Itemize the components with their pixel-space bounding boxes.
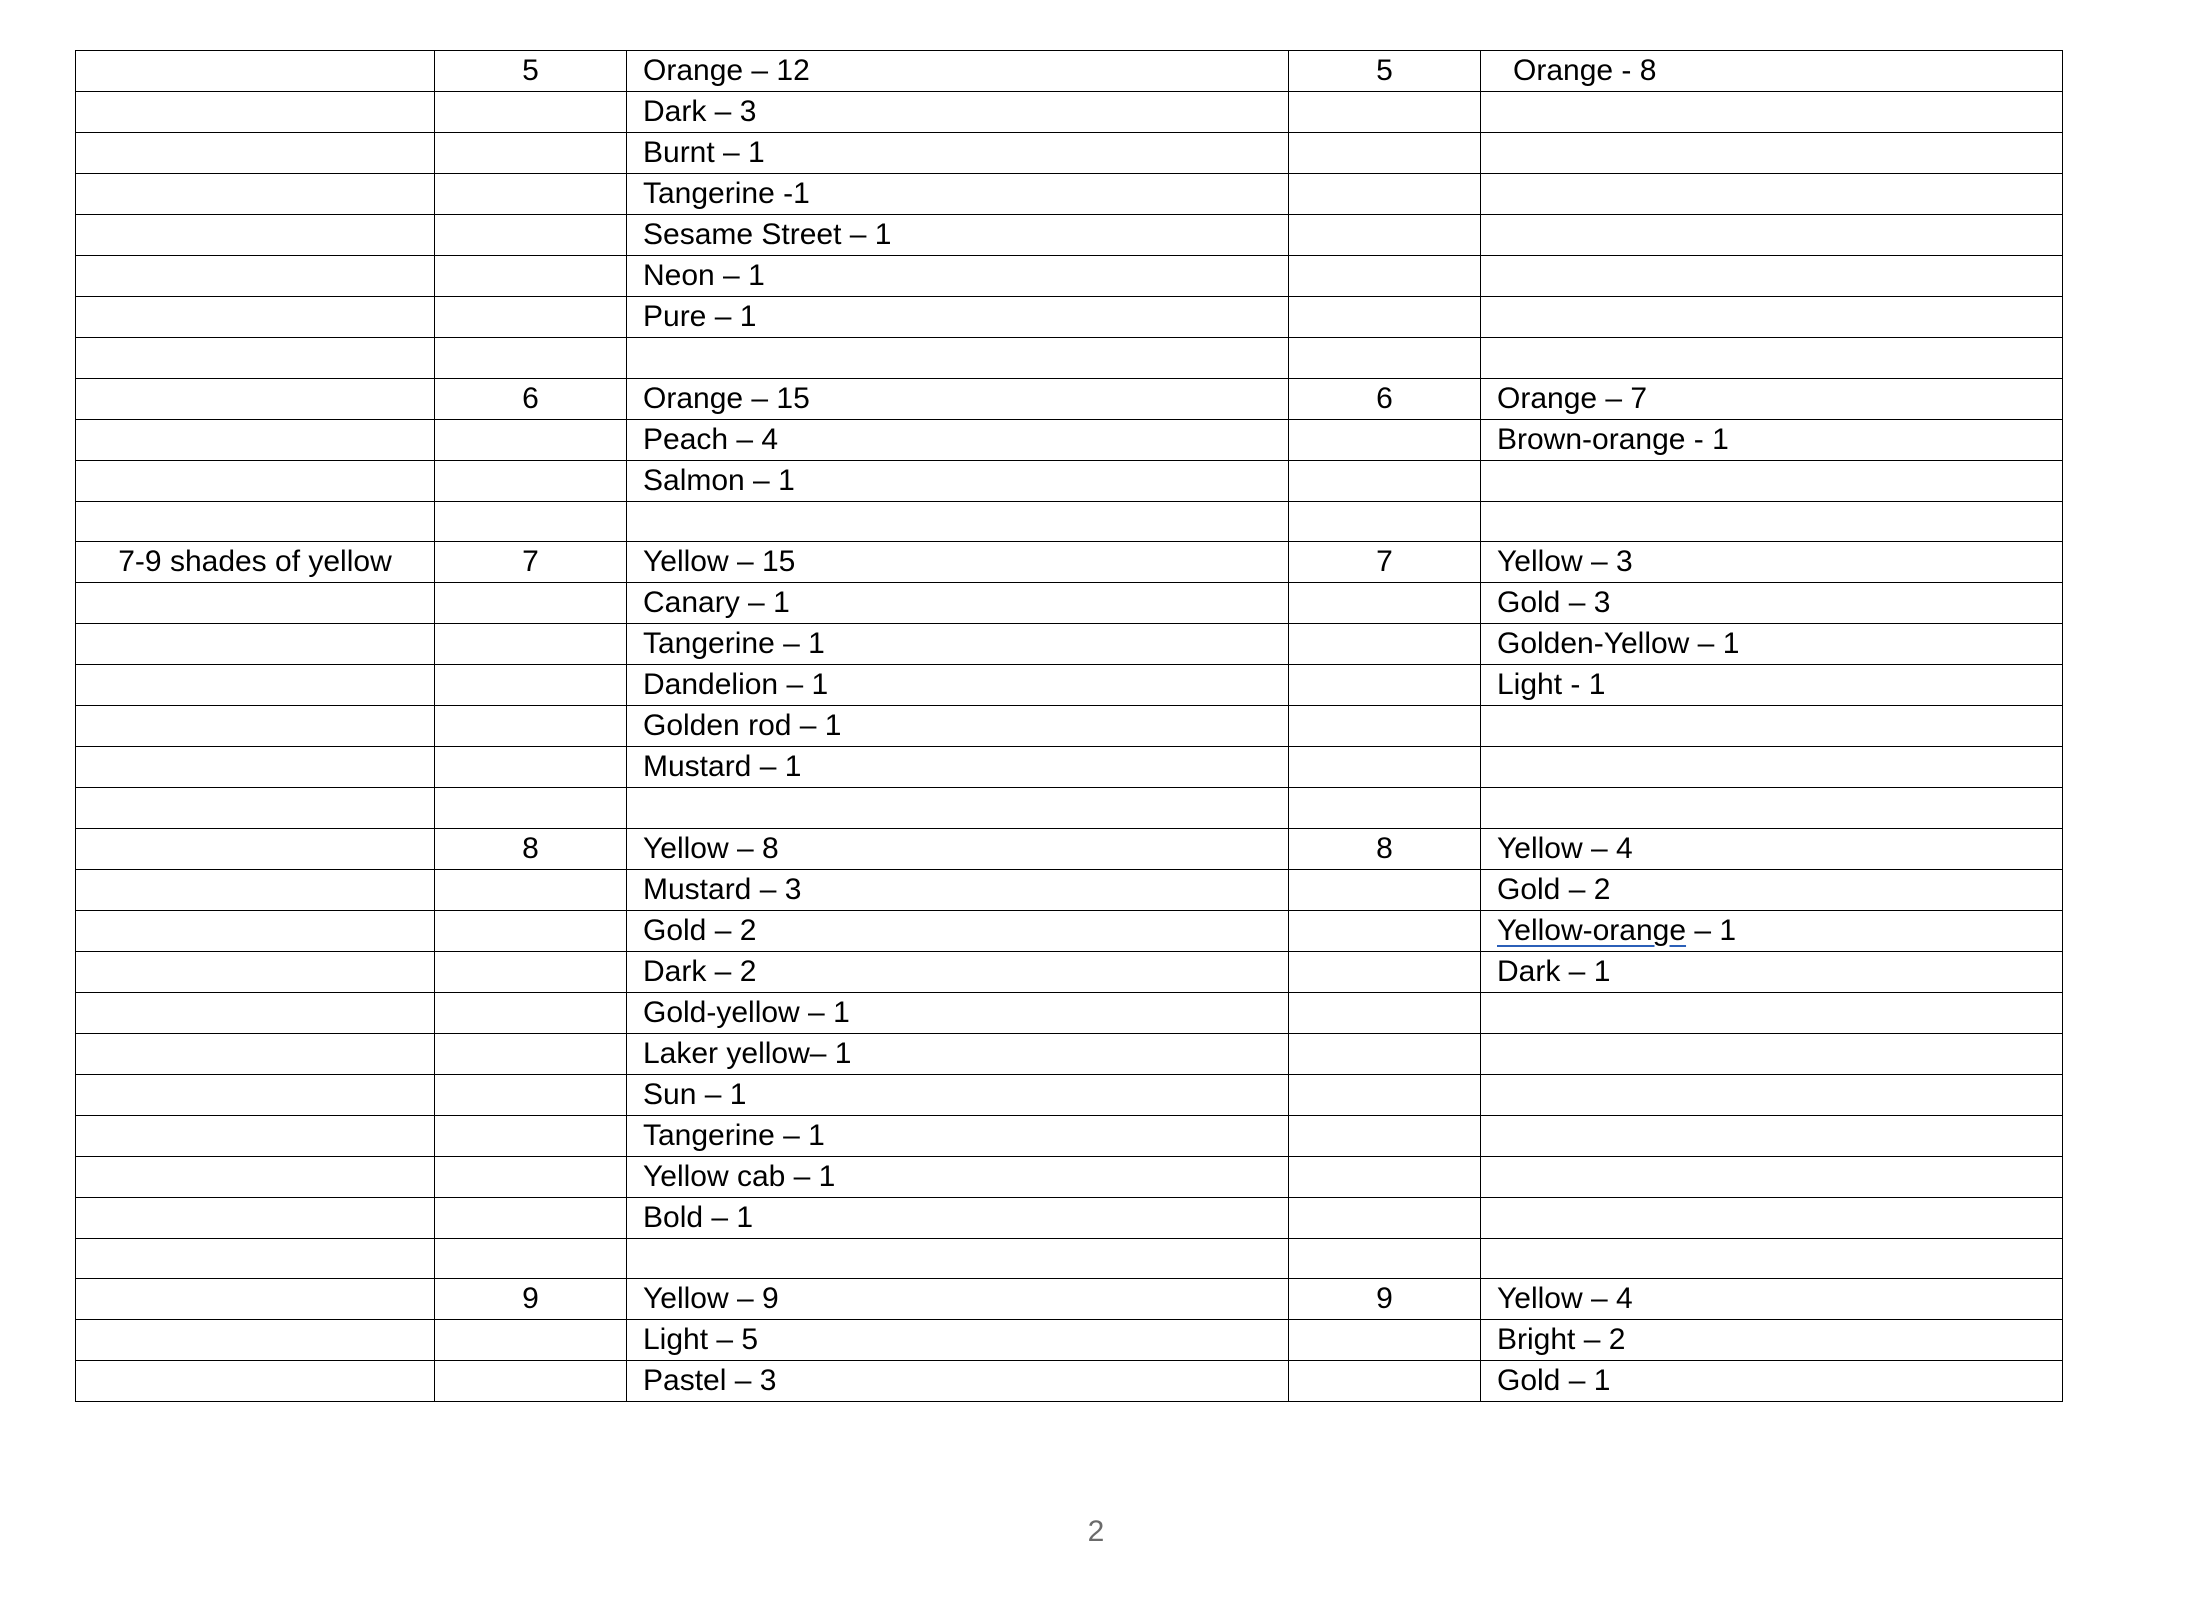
category-label-cell (76, 338, 435, 379)
responses-cell (1481, 256, 2063, 297)
table-row (76, 828, 2063, 869)
table-row (76, 910, 2063, 951)
table-row (76, 92, 2063, 133)
group-number-cell (435, 256, 627, 297)
category-label-cell (76, 1033, 435, 1074)
category-label-cell (76, 1156, 435, 1197)
table-row (76, 1074, 2063, 1115)
responses-cell (1481, 1033, 2063, 1074)
responses-cell: Pastel – 3 (627, 1361, 1289, 1402)
group-number-cell (435, 992, 627, 1033)
category-label-cell (76, 747, 435, 788)
group-number-cell (435, 1238, 627, 1279)
responses-cell: Light – 5 (627, 1320, 1289, 1361)
responses-cell: Mustard – 3 (627, 869, 1289, 910)
responses-cell: Yellow cab – 1 (627, 1156, 1289, 1197)
group-number-cell: 9 (435, 1279, 627, 1320)
category-label-cell (76, 92, 435, 133)
category-label-cell (76, 992, 435, 1033)
category-label-cell (76, 828, 435, 869)
group-number-cell (1289, 460, 1481, 501)
table-row (76, 1320, 2063, 1361)
responses-cell (1481, 338, 2063, 379)
group-number-cell (1289, 297, 1481, 338)
responses-cell: Orange – 15 (627, 378, 1289, 419)
group-number-cell (435, 501, 627, 542)
group-number-cell (1289, 951, 1481, 992)
responses-cell: Bold – 1 (627, 1197, 1289, 1238)
table-row (76, 419, 2063, 460)
group-number-cell (1289, 869, 1481, 910)
group-number-cell (435, 583, 627, 624)
table-row (76, 1279, 2063, 1320)
table-row (76, 869, 2063, 910)
table-row (76, 378, 2063, 419)
group-number-cell (435, 1033, 627, 1074)
responses-cell (627, 788, 1289, 829)
group-number-cell (1289, 1115, 1481, 1156)
group-number-cell: 5 (1289, 51, 1481, 92)
group-number-cell (1289, 1361, 1481, 1402)
table-row (76, 992, 2063, 1033)
category-label-cell (76, 1320, 435, 1361)
group-number-cell (1289, 992, 1481, 1033)
responses-cell: Yellow – 15 (627, 542, 1289, 583)
group-number-cell (1289, 910, 1481, 951)
group-number-cell: 8 (1289, 828, 1481, 869)
responses-cell (1481, 992, 2063, 1033)
group-number-cell (1289, 338, 1481, 379)
responses-cell (1481, 92, 2063, 133)
group-number-cell (435, 1156, 627, 1197)
responses-cell (1481, 215, 2063, 256)
table-row (76, 1197, 2063, 1238)
group-number-cell (1289, 419, 1481, 460)
group-number-cell (1289, 747, 1481, 788)
responses-cell: Gold-yellow – 1 (627, 992, 1289, 1033)
responses-cell: Laker yellow– 1 (627, 1033, 1289, 1074)
page-number: 2 (1087, 1515, 1105, 1548)
category-label-cell (76, 910, 435, 951)
group-number-cell (435, 788, 627, 829)
group-number-cell (435, 133, 627, 174)
responses-cell (1481, 1238, 2063, 1279)
table-row (76, 747, 2063, 788)
category-label-cell (76, 501, 435, 542)
responses-cell (1481, 297, 2063, 338)
responses-cell: Yellow – 3 (1481, 542, 2063, 583)
category-label-cell (76, 378, 435, 419)
responses-cell: Neon – 1 (627, 256, 1289, 297)
category-label-cell (76, 215, 435, 256)
responses-cell: Golden rod – 1 (627, 706, 1289, 747)
group-number-cell (435, 338, 627, 379)
group-number-cell (1289, 706, 1481, 747)
category-label-cell (76, 1074, 435, 1115)
responses-cell: Pure – 1 (627, 297, 1289, 338)
responses-cell (1481, 501, 2063, 542)
group-number-cell (1289, 1320, 1481, 1361)
responses-cell (627, 501, 1289, 542)
group-number-cell (435, 1115, 627, 1156)
spellcheck-flagged-word: Yellow-orange (1497, 913, 1687, 947)
group-number-cell (1289, 1074, 1481, 1115)
responses-cell: Canary – 1 (627, 583, 1289, 624)
group-number-cell (1289, 501, 1481, 542)
group-number-cell: 8 (435, 828, 627, 869)
group-number-cell: 7 (435, 542, 627, 583)
responses-cell: Bright – 2 (1481, 1320, 2063, 1361)
group-number-cell (1289, 92, 1481, 133)
group-number-cell (1289, 665, 1481, 706)
group-number-cell: 5 (435, 51, 627, 92)
group-number-cell (435, 215, 627, 256)
group-number-cell (1289, 788, 1481, 829)
category-label-cell (76, 1115, 435, 1156)
category-label-cell (76, 624, 435, 665)
category-label-cell (76, 1361, 435, 1402)
responses-cell: Dark – 1 (1481, 951, 2063, 992)
table-row (76, 1238, 2063, 1279)
table-row (76, 174, 2063, 215)
group-number-cell (435, 1320, 627, 1361)
table-row (76, 1033, 2063, 1074)
responses-cell: Orange - 8 (1481, 51, 2063, 92)
group-number-cell: 6 (435, 378, 627, 419)
group-number-cell (435, 1074, 627, 1115)
group-number-cell (435, 419, 627, 460)
group-number-cell (1289, 1197, 1481, 1238)
responses-cell: Orange – 12 (627, 51, 1289, 92)
table-row (76, 706, 2063, 747)
group-number-cell (435, 910, 627, 951)
category-label-cell (76, 665, 435, 706)
group-number-cell: 7 (1289, 542, 1481, 583)
responses-cell: Light - 1 (1481, 665, 2063, 706)
category-label-cell (76, 256, 435, 297)
responses-cell: Gold – 2 (627, 910, 1289, 951)
table-body (76, 51, 2063, 1402)
group-number-cell (1289, 256, 1481, 297)
responses-cell: Yellow-orange – 1 (1481, 910, 2063, 951)
group-number-cell (1289, 1238, 1481, 1279)
responses-cell: Gold – 3 (1481, 583, 2063, 624)
table-row (76, 951, 2063, 992)
category-label-cell (76, 174, 435, 215)
group-number-cell (435, 460, 627, 501)
group-number-cell (1289, 1033, 1481, 1074)
responses-cell: Yellow – 4 (1481, 1279, 2063, 1320)
category-label-cell (76, 706, 435, 747)
responses-cell: Golden-Yellow – 1 (1481, 624, 2063, 665)
responses-cell (1481, 133, 2063, 174)
responses-cell: Yellow – 8 (627, 828, 1289, 869)
responses-cell: Sun – 1 (627, 1074, 1289, 1115)
group-number-cell (1289, 215, 1481, 256)
responses-cell: Gold – 2 (1481, 869, 2063, 910)
responses-cell (1481, 460, 2063, 501)
table-row (76, 256, 2063, 297)
category-label-cell (76, 133, 435, 174)
group-number-cell (435, 1361, 627, 1402)
group-number-cell (435, 665, 627, 706)
group-number-cell (1289, 1156, 1481, 1197)
table-row (76, 297, 2063, 338)
group-number-cell (1289, 583, 1481, 624)
group-number-cell: 6 (1289, 378, 1481, 419)
group-number-cell: 9 (1289, 1279, 1481, 1320)
group-number-cell (435, 174, 627, 215)
responses-cell: Mustard – 1 (627, 747, 1289, 788)
responses-cell: Gold – 1 (1481, 1361, 2063, 1402)
category-label-cell (76, 951, 435, 992)
table-row (76, 338, 2063, 379)
category-label-cell (76, 1279, 435, 1320)
responses-cell (1481, 788, 2063, 829)
table-row (76, 1156, 2063, 1197)
category-label-cell (76, 51, 435, 92)
responses-cell (1481, 1115, 2063, 1156)
responses-cell (1481, 706, 2063, 747)
color-shades-table (75, 50, 2063, 1402)
responses-cell: Burnt – 1 (627, 133, 1289, 174)
table-row (76, 1361, 2063, 1402)
group-number-cell (435, 951, 627, 992)
responses-cell: Tangerine – 1 (627, 624, 1289, 665)
responses-cell: Tangerine – 1 (627, 1115, 1289, 1156)
responses-cell: Yellow – 9 (627, 1279, 1289, 1320)
table-row (76, 665, 2063, 706)
table-row (76, 51, 2063, 92)
table-row (76, 501, 2063, 542)
responses-cell (1481, 1074, 2063, 1115)
responses-cell: Salmon – 1 (627, 460, 1289, 501)
table-row (76, 215, 2063, 256)
responses-cell (627, 1238, 1289, 1279)
responses-cell: Yellow – 4 (1481, 828, 2063, 869)
group-number-cell (435, 706, 627, 747)
responses-cell: Peach – 4 (627, 419, 1289, 460)
group-number-cell (435, 1197, 627, 1238)
responses-cell: Dark – 3 (627, 92, 1289, 133)
group-number-cell (435, 869, 627, 910)
group-number-cell (1289, 133, 1481, 174)
category-label-cell (76, 869, 435, 910)
group-number-cell (435, 297, 627, 338)
category-label-cell (76, 1238, 435, 1279)
table-row (76, 460, 2063, 501)
group-number-cell (1289, 624, 1481, 665)
responses-cell (1481, 1156, 2063, 1197)
category-label-cell (76, 1197, 435, 1238)
responses-cell (1481, 747, 2063, 788)
table-row (76, 583, 2063, 624)
category-label-cell (76, 419, 435, 460)
responses-cell: Dark – 2 (627, 951, 1289, 992)
responses-cell: Orange – 7 (1481, 378, 2063, 419)
responses-cell: Brown-orange - 1 (1481, 419, 2063, 460)
responses-cell (1481, 174, 2063, 215)
category-label-cell (76, 583, 435, 624)
table-row (76, 788, 2063, 829)
group-number-cell (435, 747, 627, 788)
category-label-cell (76, 297, 435, 338)
responses-cell (1481, 1197, 2063, 1238)
responses-cell (627, 338, 1289, 379)
responses-cell: Sesame Street – 1 (627, 215, 1289, 256)
table-row (76, 1115, 2063, 1156)
table-row (76, 133, 2063, 174)
responses-cell: Tangerine -1 (627, 174, 1289, 215)
category-label-cell (76, 788, 435, 829)
responses-cell: Dandelion – 1 (627, 665, 1289, 706)
table-row (76, 624, 2063, 665)
category-label-cell: 7-9 shades of yellow (76, 542, 435, 583)
category-label-cell (76, 460, 435, 501)
table-row (76, 542, 2063, 583)
group-number-cell (435, 92, 627, 133)
group-number-cell (435, 624, 627, 665)
group-number-cell (1289, 174, 1481, 215)
